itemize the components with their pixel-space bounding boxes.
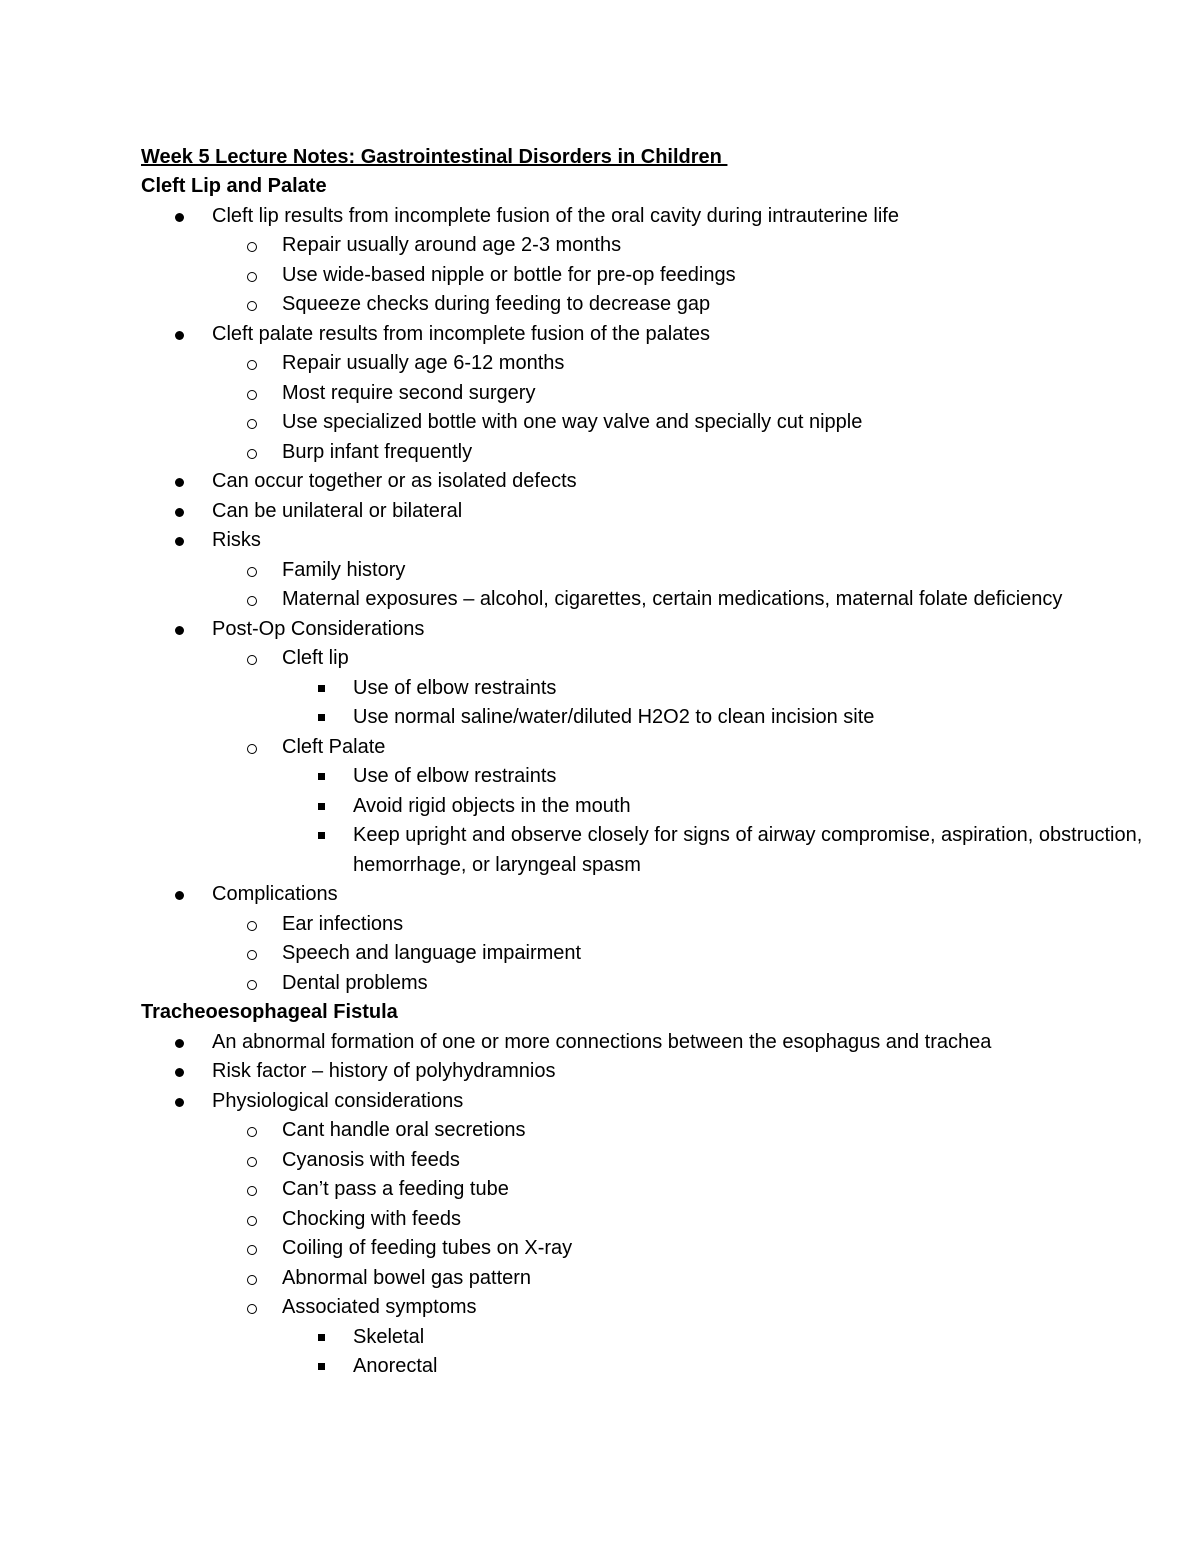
- list-item: [141, 497, 1151, 527]
- list-item: [141, 939, 1151, 969]
- list-item-text: Risks: [212, 529, 261, 551]
- bullet-square-icon: [318, 714, 325, 721]
- list-item-text: Avoid rigid objects in the mouth: [353, 794, 631, 817]
- list-item: [141, 1234, 1151, 1264]
- list-item-text: Anorectal: [353, 1355, 438, 1377]
- bullet-circle-icon: [247, 950, 257, 960]
- list-item-text: Ear infections: [282, 912, 404, 935]
- list-item: [141, 821, 1151, 880]
- document-body: [141, 143, 1151, 1382]
- list-item-text: Burp infant frequently: [282, 440, 473, 463]
- list-item-text: Risk factor – history of polyhydramnios: [212, 1060, 556, 1082]
- list-item: [141, 408, 1151, 438]
- bullet-circle-icon: [247, 419, 257, 429]
- list-item-text: Use normal saline/water/diluted H2O2 to clean incision site: [353, 706, 875, 728]
- list-item-text: Cleft Palate: [282, 735, 386, 758]
- bullet-disc-icon: [175, 1039, 184, 1048]
- list-item: [141, 1087, 1151, 1117]
- list-item: [141, 438, 1151, 468]
- bullet-disc-icon: [175, 213, 184, 222]
- list-item-text: Most require second surgery: [282, 381, 536, 404]
- bullet-list: [141, 202, 1151, 999]
- list-item-text: Cleft lip: [282, 647, 349, 669]
- list-item-text: Cant handle oral secretions: [282, 1119, 526, 1141]
- list-item: [141, 467, 1151, 497]
- list-item: [141, 1323, 1151, 1353]
- bullet-disc-icon: [175, 331, 184, 340]
- list-item: [141, 733, 1151, 763]
- list-item-text: Post-Op Considerations: [212, 617, 425, 640]
- list-item: [141, 231, 1151, 261]
- bullet-square-icon: [318, 1334, 325, 1341]
- bullet-circle-icon: [247, 921, 257, 931]
- list-item-text: Dental problems: [282, 971, 428, 994]
- list-item-text: Use specialized bottle with one way valve and specially cut nipple: [282, 411, 863, 433]
- list-item: [141, 1146, 1151, 1176]
- list-item: [141, 1352, 1151, 1382]
- list-item-text: Repair usually age 6-12 months: [282, 352, 565, 374]
- list-item: [141, 1264, 1151, 1294]
- bullet-disc-icon: [175, 626, 184, 635]
- section-heading: Cleft Lip and Palate: [141, 175, 327, 197]
- bullet-circle-icon: [247, 1186, 257, 1196]
- list-item: [141, 792, 1151, 822]
- bullet-circle-icon: [247, 980, 257, 990]
- bullet-circle-icon: [247, 596, 257, 606]
- bullet-square-icon: [318, 773, 325, 780]
- list-item-text: Repair usually around age 2-3 months: [282, 234, 622, 256]
- list-item: [141, 762, 1151, 792]
- list-item-text: Maternal exposures – alcohol, cigarettes, certain medications, maternal folate deficiency: [282, 588, 1063, 610]
- bullet-square-icon: [318, 1363, 325, 1370]
- bullet-circle-icon: [247, 360, 257, 370]
- sections-container: [141, 172, 1151, 1382]
- section-heading: Tracheoesophageal Fistula: [141, 1001, 398, 1023]
- list-item-text: Cyanosis with feeds: [282, 1148, 460, 1171]
- bullet-disc-icon: [175, 1098, 184, 1107]
- list-item-text: Family history: [282, 558, 406, 581]
- list-item: [141, 969, 1151, 999]
- bullet-disc-icon: [175, 478, 184, 487]
- list-item-text: Keep upright and observe closely for signs of airway compromise, aspiration, obstruction, hemorrhage, or laryngeal spasm: [353, 824, 1143, 876]
- bullet-square-icon: [318, 832, 325, 839]
- bullet-disc-icon: [175, 891, 184, 900]
- bullet-circle-icon: [247, 744, 257, 754]
- list-item-text: Use wide-based nipple or bottle for pre-op feedings: [282, 263, 736, 286]
- list-item: [141, 615, 1151, 645]
- list-item: [141, 526, 1151, 556]
- list-item: [141, 1205, 1151, 1235]
- list-item-text: Use of elbow restraints: [353, 765, 557, 787]
- list-item: [141, 290, 1151, 320]
- list-item: [141, 1175, 1151, 1205]
- bullet-circle-icon: [247, 1127, 257, 1137]
- list-item-text: Use of elbow restraints: [353, 676, 557, 699]
- list-item: [141, 644, 1151, 674]
- list-item: [141, 703, 1151, 733]
- list-item: [141, 261, 1151, 291]
- bullet-circle-icon: [247, 1157, 257, 1167]
- list-item-text: Can be unilateral or bilateral: [212, 499, 463, 522]
- bullet-circle-icon: [247, 1216, 257, 1226]
- list-item-text: Cleft palate results from incomplete fusion of the palates: [212, 322, 711, 345]
- page-title: Week 5 Lecture Notes: Gastrointestinal Disorders in Children: [141, 146, 728, 168]
- bullet-list: [141, 1028, 1151, 1382]
- list-item-text: Associated symptoms: [282, 1296, 477, 1318]
- bullet-circle-icon: [247, 1304, 257, 1314]
- bullet-square-icon: [318, 685, 325, 692]
- bullet-circle-icon: [247, 272, 257, 282]
- list-item: [141, 674, 1151, 704]
- list-item: [141, 1116, 1151, 1146]
- list-item-text: Can’t pass a feeding tube: [282, 1178, 509, 1200]
- bullet-circle-icon: [247, 242, 257, 252]
- list-item: [141, 1293, 1151, 1323]
- list-item-text: An abnormal formation of one or more connections between the esophagus and trachea: [212, 1030, 992, 1053]
- list-item: [141, 1028, 1151, 1058]
- bullet-disc-icon: [175, 1068, 184, 1077]
- list-item-text: Cleft lip results from incomplete fusion of the oral cavity during intrauterine life: [212, 204, 899, 227]
- bullet-disc-icon: [175, 537, 184, 546]
- list-item: [141, 880, 1151, 910]
- bullet-circle-icon: [247, 301, 257, 311]
- bullet-circle-icon: [247, 390, 257, 400]
- bullet-circle-icon: [247, 1275, 257, 1285]
- list-item: [141, 910, 1151, 940]
- list-item-text: Squeeze checks during feeding to decrease gap: [282, 293, 711, 315]
- bullet-circle-icon: [247, 1245, 257, 1255]
- list-item-text: Can occur together or as isolated defects: [212, 470, 577, 492]
- list-item-text: Skeletal: [353, 1325, 425, 1348]
- bullet-circle-icon: [247, 449, 257, 459]
- list-item: [141, 320, 1151, 350]
- bullet-square-icon: [318, 803, 325, 810]
- list-item: [141, 379, 1151, 409]
- list-item-text: Complications: [212, 883, 338, 905]
- bullet-circle-icon: [247, 655, 257, 665]
- list-item: [141, 556, 1151, 586]
- list-item-text: Speech and language impairment: [282, 942, 582, 964]
- list-item: [141, 202, 1151, 232]
- list-item: [141, 585, 1151, 615]
- bullet-circle-icon: [247, 567, 257, 577]
- list-item: [141, 1057, 1151, 1087]
- list-item-text: Physiological considerations: [212, 1089, 464, 1112]
- bullet-disc-icon: [175, 508, 184, 517]
- list-item-text: Chocking with feeds: [282, 1207, 461, 1230]
- list-item: [141, 349, 1151, 379]
- list-item-text: Abnormal bowel gas pattern: [282, 1266, 532, 1289]
- list-item-text: Coiling of feeding tubes on X-ray: [282, 1237, 573, 1259]
